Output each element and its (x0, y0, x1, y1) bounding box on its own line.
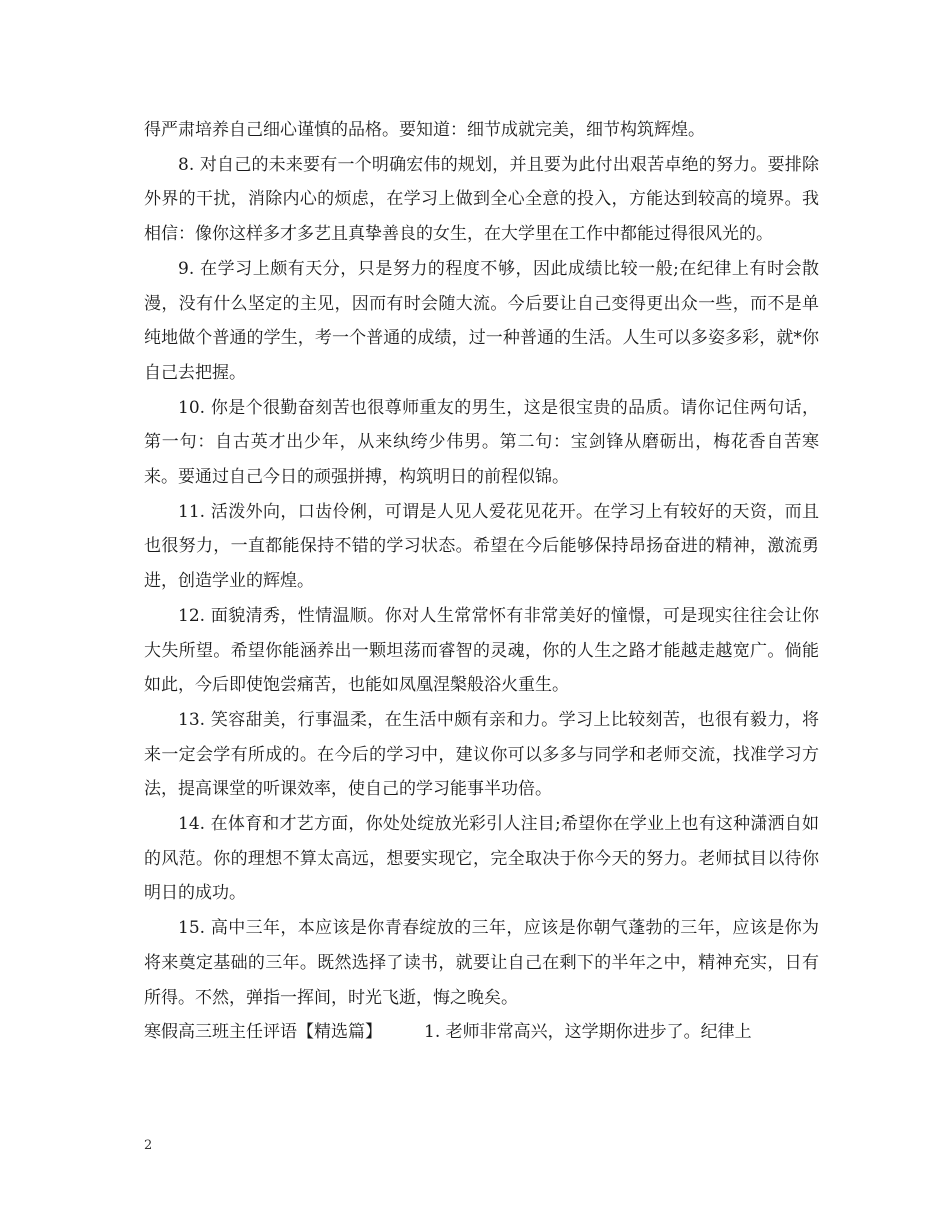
paragraph-14: 14. 在体育和才艺方面，你处处绽放光彩引人注目;希望你在学业上也有这种潇洒自如的风范。你的理想不算太高远，想要实现它，完全取决于你今天的努力。老师拭目以待你明日的成功。 (144, 814, 819, 904)
section-heading: 寒假高三班主任评语【精选篇】 (144, 1022, 382, 1043)
paragraph-13: 13. 笑容甜美，行事温柔，在生活中颇有亲和力。学习上比较刻苦，也很有毅力，将来一定会学有所成的。在今后的学习中，建议你可以多多与同学和老师交流，找准学习方法，提高课堂的听课效率，使自己的学习能事半功倍。 (144, 709, 819, 800)
paragraph-11: 11. 活泼外向，口齿伶俐，可谓是人见人爱花见花开。在学习上有较好的天资，而且也很努力，一直都能保持不错的学习状态。希望在今后能够保持昂扬奋进的精神，激流勇进，创造学业的辉煌。 (144, 501, 819, 592)
paragraph-12: 12. 面貌清秀，性情温顺。你对人生常常怀有非常美好的憧憬，可是现实往往会让你大失所望。希望你能涵养出一颗坦荡而睿智的灵魂，你的人生之路才能越走越宽广。倘能如此，今后即使饱尝痛苦，也能如凤凰涅槃般浴火重生。 (144, 605, 819, 696)
paragraph-15: 15. 高中三年，本应该是你青春绽放的三年，应该是你朝气蓬勃的三年，应该是你为将来奠定基础的三年。既然选择了读书，就要让自己在剩下的半年之中，精神充实，日有所得。不然，弹指一挥间，时光飞逝，悔之晚矣。 (144, 918, 819, 1008)
document-body (144, 113, 819, 1050)
paragraph-10: 10. 你是个很勤奋刻苦也很尊师重友的男生，这是很宝贵的品质。请你记住两句话，第一句：自古英才出少年，从来纨绔少伟男。第二句：宝剑锋从磨砺出，梅花香自苦寒来。要通过自己今日的顽强拼搏，构筑明日的前程似锦。 (144, 397, 819, 488)
paragraph-0: 得严肃培养自己细心谨慎的品格。要知道：细节成就完美，细节构筑辉煌。 (144, 120, 705, 140)
section-first-item: 1. 老师非常高兴，这学期你进步了。纪律上 (424, 1022, 752, 1043)
paragraph-9: 9. 在学习上颇有天分，只是努力的程度不够，因此成绩比较一般;在纪律上有时会散漫，没有什么坚定的主见，因而有时会随大流。今后要让自己变得更出众一些，而不是单纯地做个普通的学生，考一个普通的成绩，过一种普通的生活。人生可以多姿多彩，就*你自己去把握。 (144, 258, 819, 383)
paragraph-8: 8. 对自己的未来要有一个明确宏伟的规划，并且要为此付出艰苦卓绝的努力。要排除外界的干扰，消除内心的烦虑，在学习上做到全心全意的投入，方能达到较高的境界。我相信：像你这样多才多艺且真挚善良的女生，在大学里在工作中都能过得很风光的。 (144, 154, 819, 245)
page-number: 2 (144, 1138, 153, 1153)
section-heading-line (144, 1015, 819, 1050)
